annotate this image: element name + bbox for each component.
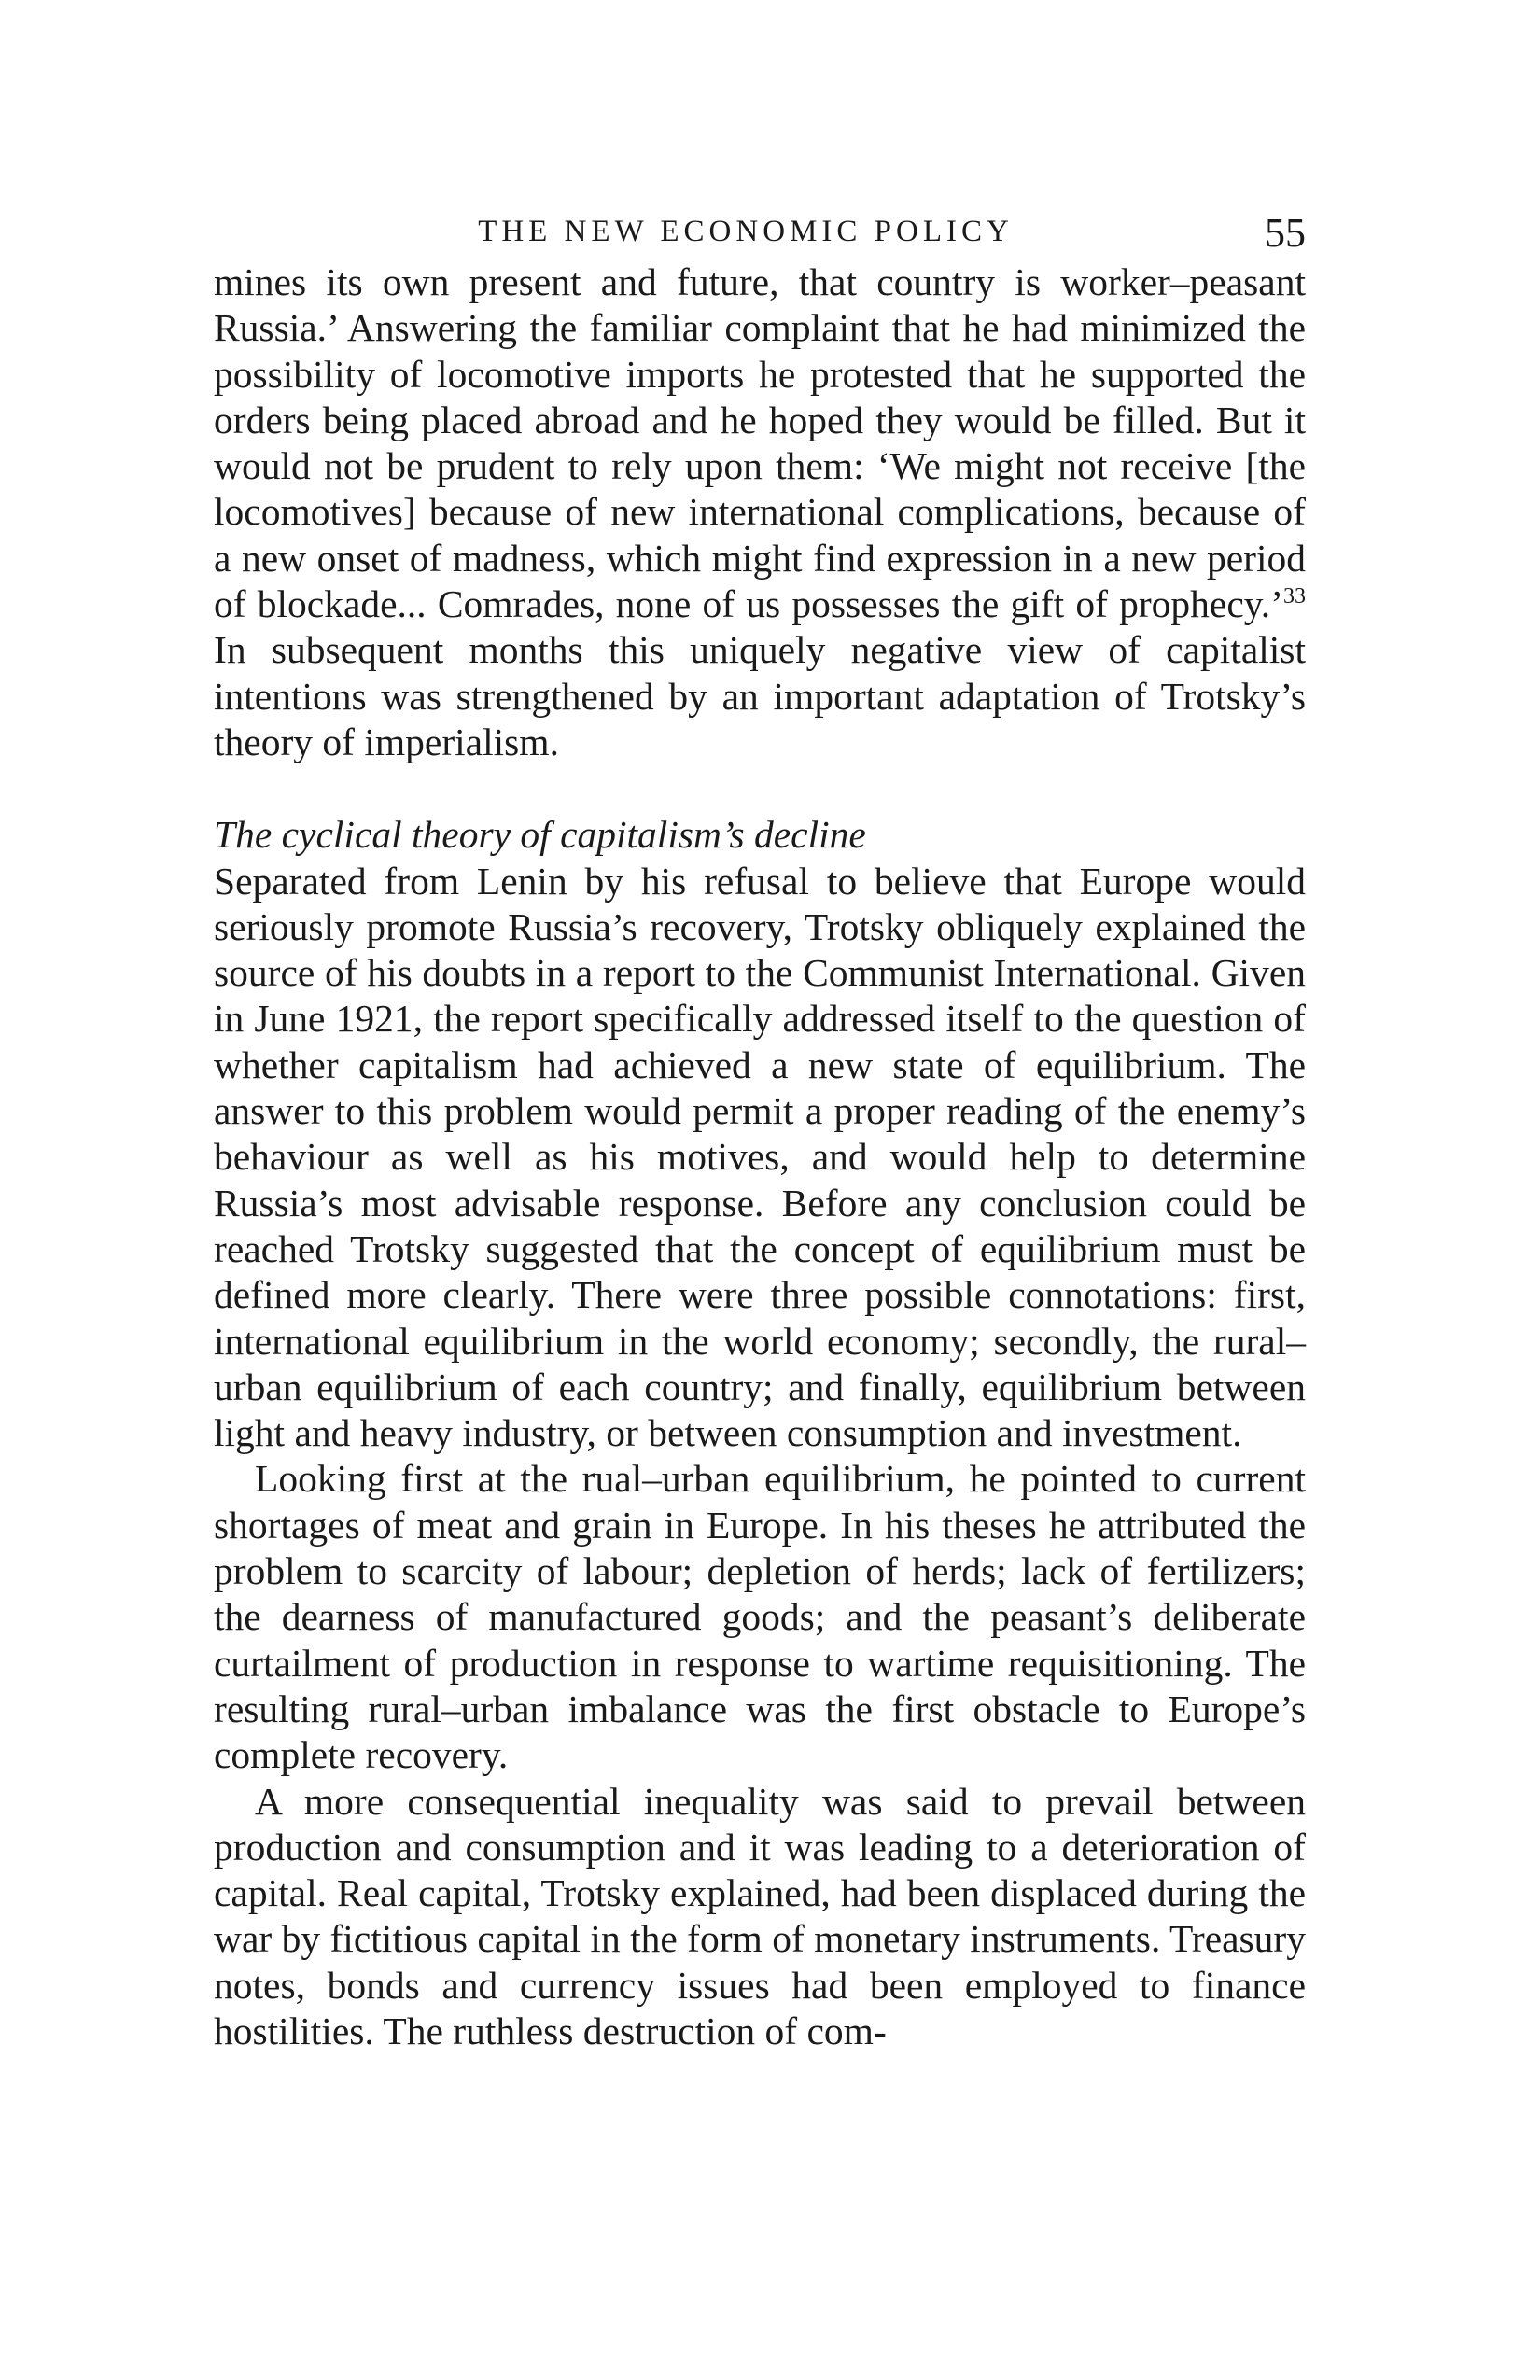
paragraph-text: In subsequent months this uniquely negative view of capitalist intentions was strengthened by an important adaptation of Trotsky’s theory of imperialism. xyxy=(214,628,1306,763)
paragraph-continued xyxy=(214,259,1306,765)
running-head xyxy=(214,209,1306,259)
footnote-reference: 33 xyxy=(1283,584,1306,609)
paragraph-text: mines its own present and future, that country is worker–peasant Russia.’ Answering the familiar complaint that he had minimized the possibility of locomotive imports he protested that he supported the orders being placed abroad and he hoped they would be filled. But it would not be prudent to rely upon them: ‘We might not receive [the locomotives] because of new international complications, because of a new onset of madness, which might find expression in a new period of blockade... Comrades, none of us possesses the gift of prophecy.’ xyxy=(214,260,1306,626)
section-paragraph-2: Looking first at the rual–urban equilibrium, he pointed to current shortages of meat and grain in Europe. In his theses he attributed the problem to scarcity of labour; depletion of herds; lack of fertilizers; the dearness of manufactured goods; and the peasant’s deliberate curtailment of production in response to wartime requisitioning. The resulting rural–urban imbalance was the first obstacle to Europe’s complete recovery. xyxy=(214,1457,1306,1777)
section-paragraph-3: A more consequential inequality was said to prevail between production and consumption and it was leading to a deterioration of capital. Real capital, Trotsky explained, had been displaced during the war by fictitious capital in the form of monetary instruments. Treasury notes, bonds and currency issues had been employed to finance hostilities. The ruthless destruction of com- xyxy=(214,1779,1306,2052)
page-number: 55 xyxy=(1265,210,1306,256)
book-page xyxy=(214,209,1306,2054)
section-heading: The cyclical theory of capitalism’s decline xyxy=(214,813,866,857)
running-title: THE NEW ECONOMIC POLICY xyxy=(478,215,1014,248)
section-paragraph-1: Separated from Lenin by his refusal to believe that Europe would seriously promote Russia’s recovery, Trotsky obliquely explained the source of his doubts in a report to the Communist International. Given in June 1921, the report specifically addressed itself to the question of whether capitalism had achieved a new state of equilibrium. The answer to this problem would permit a proper reading of the enemy’s behaviour as well as his motives, and would help to determine Russia’s most advisable response. Before any conclusion could be reached Trotsky suggested that the concept of equilibrium must be defined more clearly. There were three possible connotations: first, international equilibrium in the world economy; secondly, the rural–urban equilibrium of each country; and finally, equilibrium between light and heavy industry, or between consumption and investment. xyxy=(214,859,1306,1455)
